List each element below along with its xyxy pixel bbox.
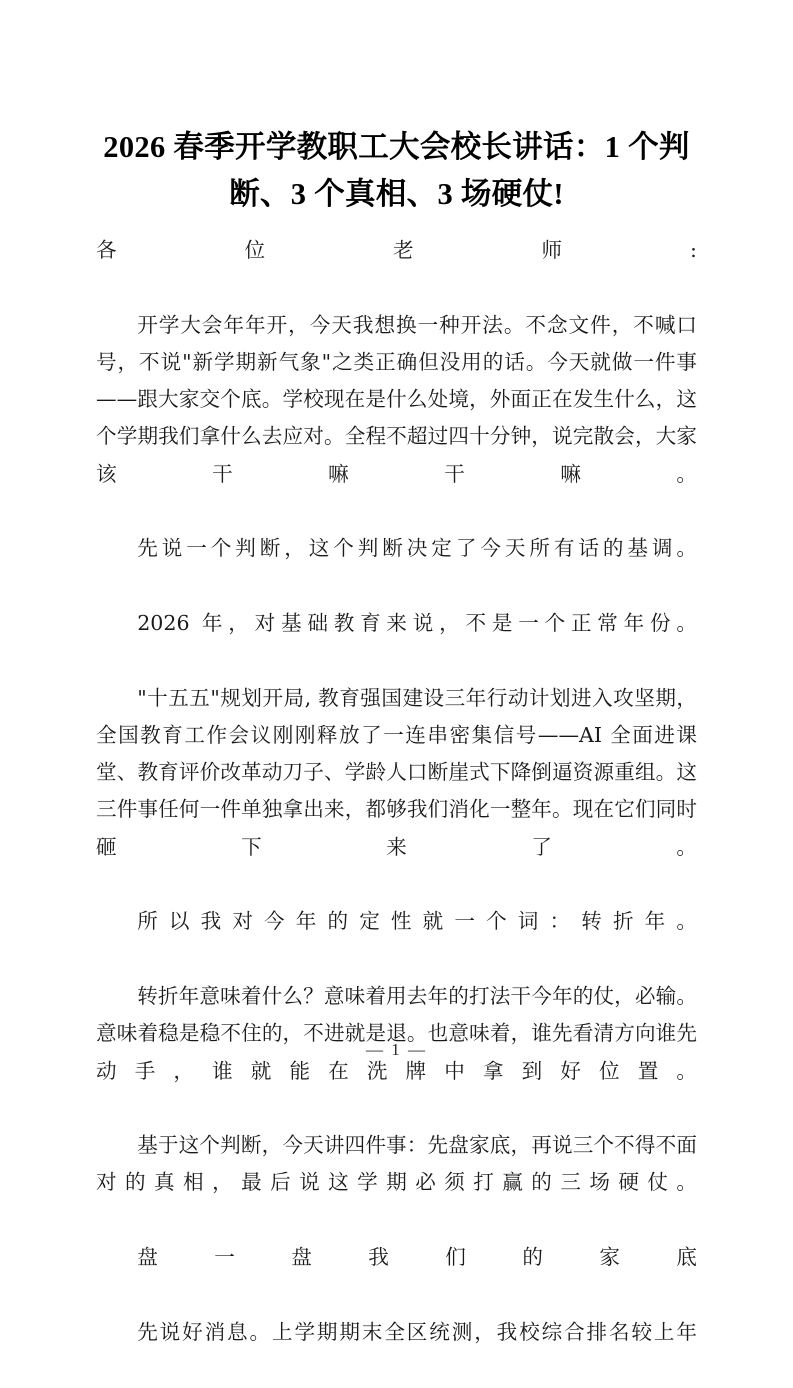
- body-paragraph: "十五五"规划开局, 教育强国建设三年行动计划进入攻坚期，全国教育工作会议刚刚释放了一连串密集信号——AI 全面进课堂、教育评价改革动刀子、学龄人口断崖式下降倒逼资源重组。这三件事任何一件单独拿出来，都够我们消化一整年。现在它们同时砸下来了。: [96, 685, 697, 859]
- salutation: 各位老师:: [96, 238, 697, 262]
- body-paragraph: 所以我对今年的定性就一个词：转折年。: [137, 909, 697, 934]
- body-paragraph: 转折年意味着什么？意味着用去年的打法干今年的仗，必输。意味着稳是稳不住的，不进就是退。也意味着，谁先看清方向谁先动手，谁就能在洗牌中拿到好位置。: [96, 983, 697, 1083]
- section-heading: 盘一盘我们的家底: [137, 1245, 697, 1270]
- body-paragraph: 基于这个判断，今天讲四件事：先盘家底，再说三个不得不面对的真相，最后说这学期必须打赢的三场硬仗。: [96, 1133, 697, 1195]
- page-title: 2026 春季开学教职工大会校长讲话：1 个判断、3 个真相、3 场硬仗!: [103, 130, 690, 212]
- page-number: — 1 —: [366, 1040, 427, 1059]
- document-body: [96, 232, 697, 1388]
- body-paragraph: 先说好消息。上学期期末全区统测，我校综合排名较上年: [137, 1319, 697, 1344]
- body-paragraph: 2026 年，对基础教育来说，不是一个正常年份。: [137, 610, 697, 635]
- body-paragraph: 开学大会年年开，今天我想换一种开法。不念文件，不喊口号，不说"新学期新气象"之类正确但没用的话。今天就做一件事——跟大家交个底。学校现在是什么处境，外面正在发生什么，这个学期我们拿什么去应对。全程不超过四十分钟，说完散会，大家该干嘛干嘛。: [96, 312, 697, 486]
- body-paragraph: 先说一个判断，这个判断决定了今天所有话的基调。: [137, 536, 697, 561]
